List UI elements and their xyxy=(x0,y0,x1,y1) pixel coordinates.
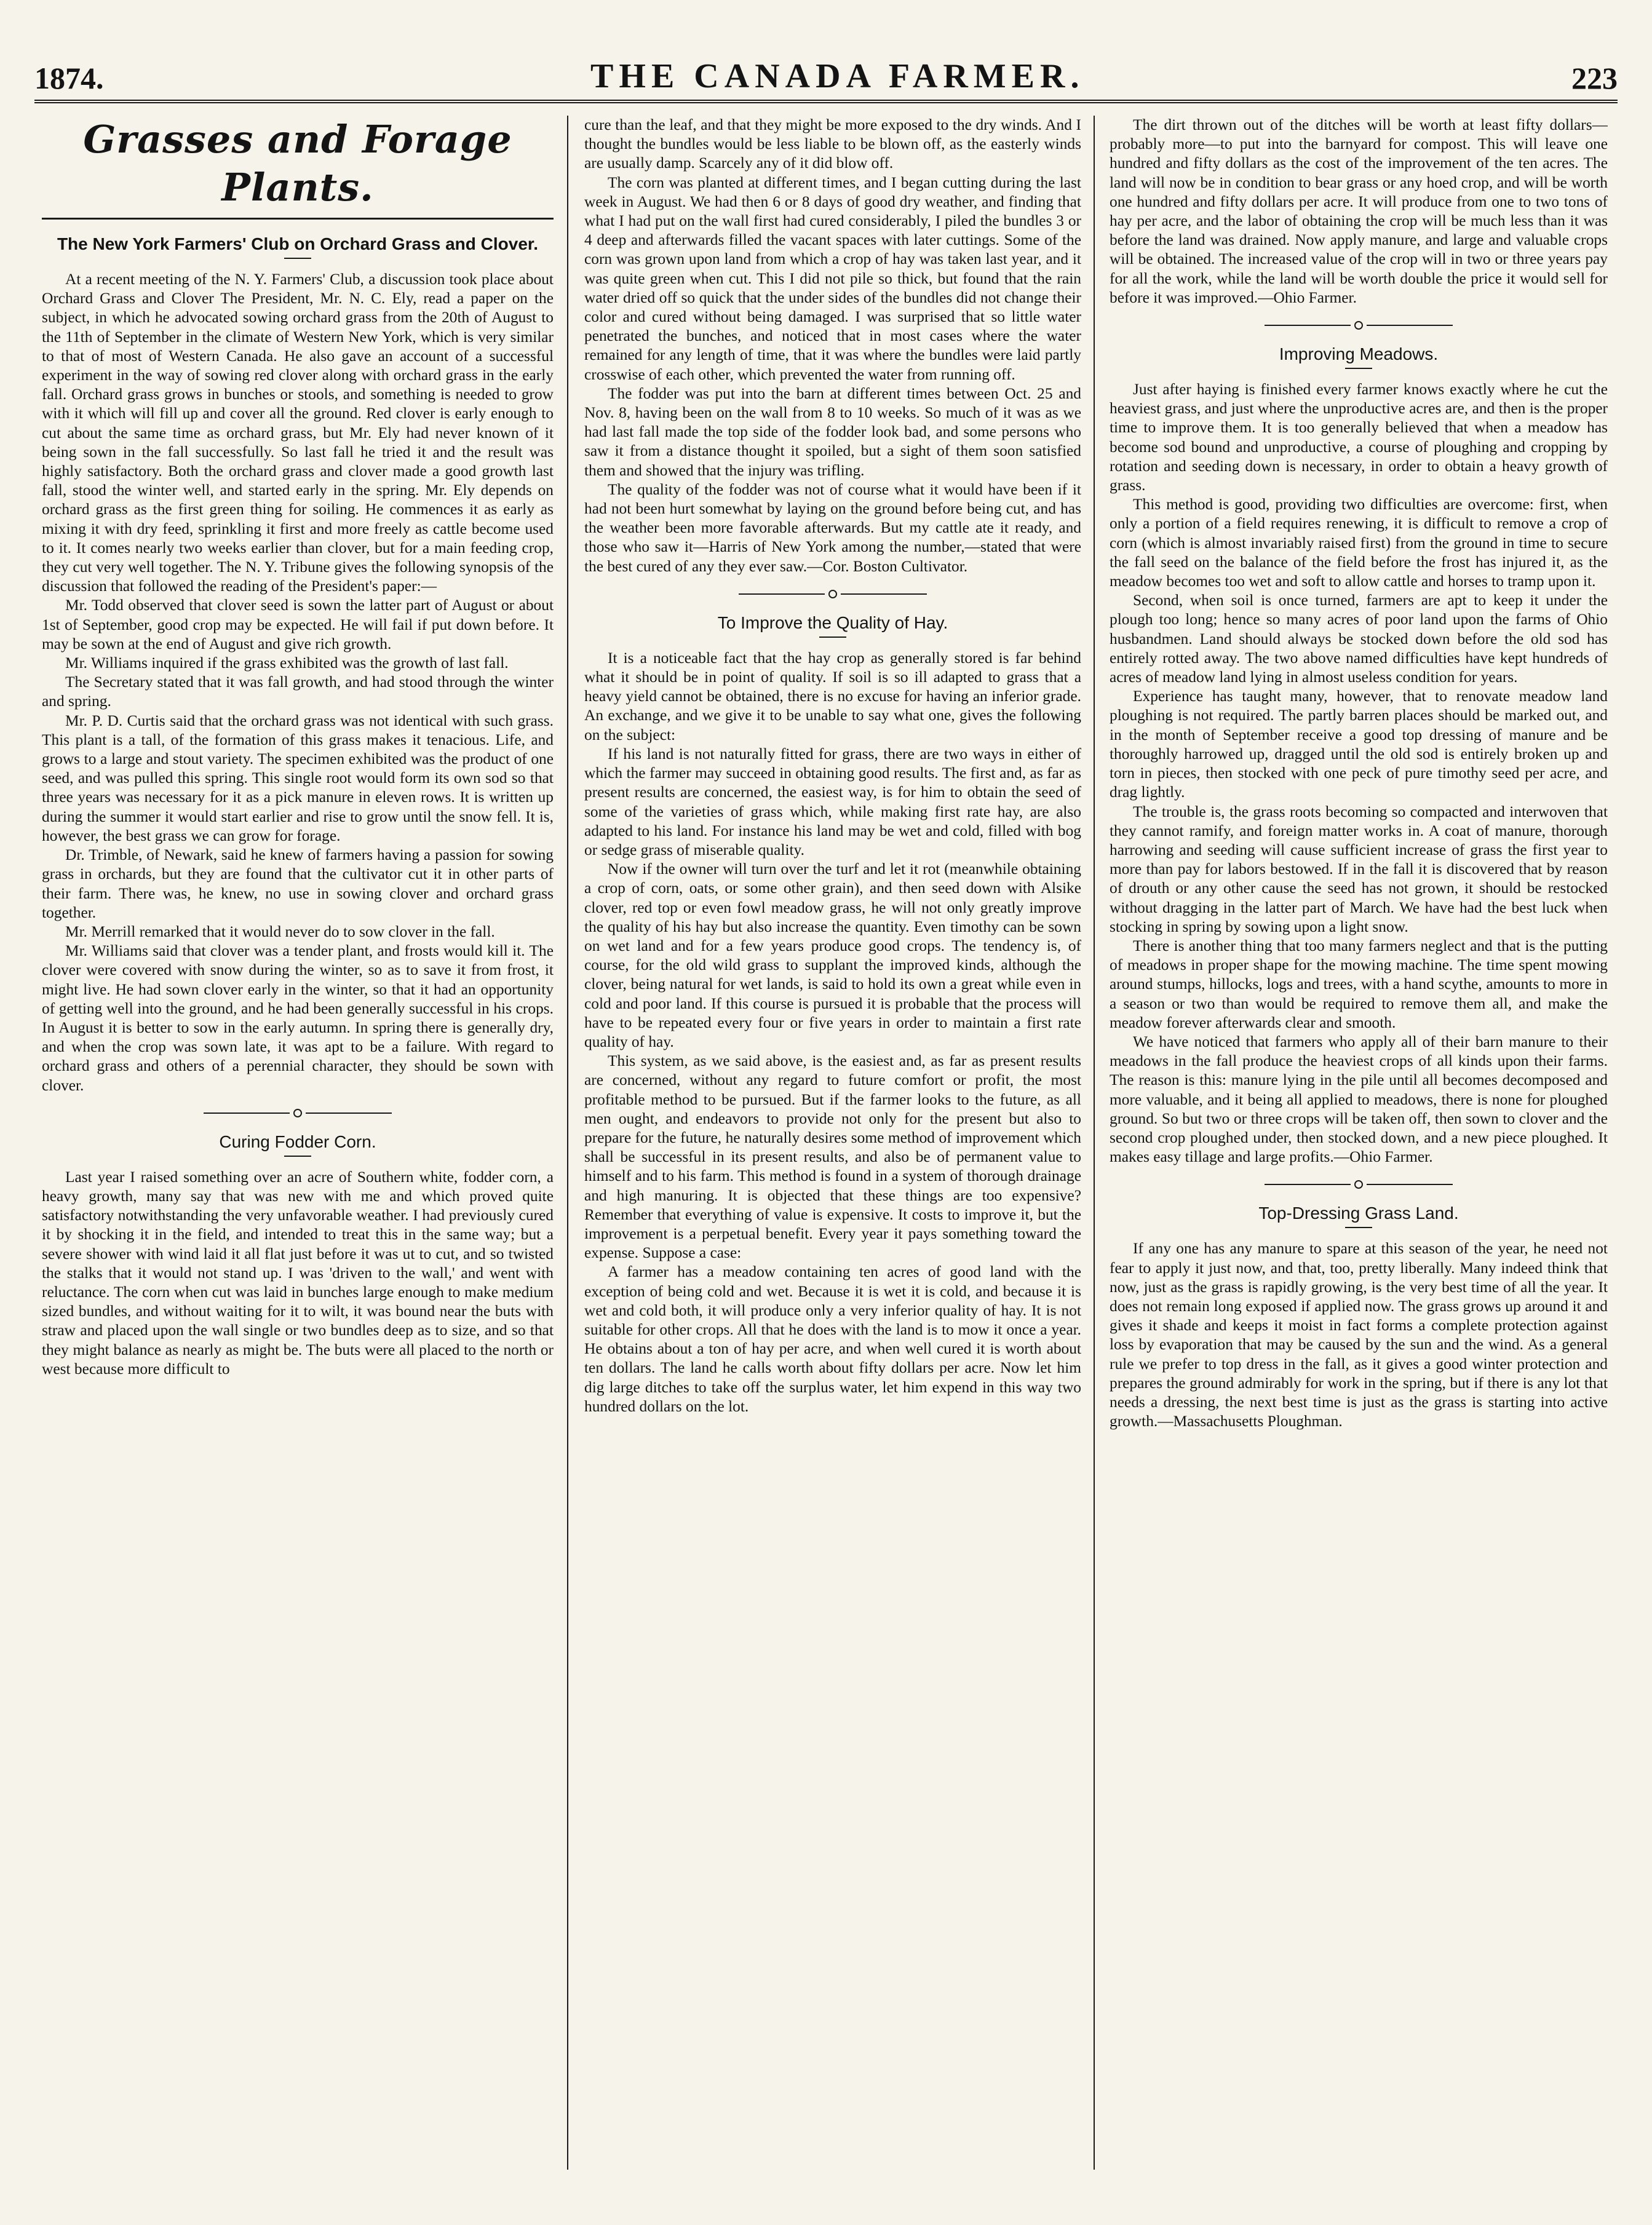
article-paragraph: Mr. P. D. Curtis said that the orchard grass was not identical with such grass. This plant is a tall, of the formation of this grass makes it tenacious. Life, and grows to a large and stout variety. The specimen exhibited was the product of one seed, and was pulled this spring. This single root would form its own sod so that three years was necessary for it as a pick manure in eleven rows. It is written up during the summer it would start earlier and rise to grow until the snow fell. It is, however, the best grass we can grow for forage. xyxy=(42,712,554,844)
column-rule xyxy=(567,116,568,2170)
article-paragraph: The corn was planted at different times, and I began cutting during the last week in August. We had then 6 or 8 days of good dry weather, and finding that what I had put on the wall first had cured considerably, I piled the bundles 3 or 4 deep and afterwards filled the vacant spaces with later cuttings. Some of the corn was grown upon land from which a crop of hay was taken last year, and it was quite green when cut. This I did not pile so thick, but found that the rain water dried off so quick that the under sides of the bundles did not change their color and cured without being damaged. I was surprised that so little water penetrated the bunches, and noticed that in most cases where the water remained for any length of time, that it was where the bundles were laid partly crosswise of each other, which prevented the water from running off. xyxy=(584,173,1081,383)
article-paragraph: We have noticed that farmers who apply all of their barn manure to their meadows in the fall produce the heaviest crops of all kinds upon their farms. The reason is this: manure lying in the pile until all becomes decomposed and more valuable, and it being all applied to meadows, there is none for ploughed ground. So but two or three crops will be taken off, then sown to clover and the second crop ploughed under, then stocked down, and a new piece ploughed. It makes easy tillage and large profits.—Ohio Farmer. xyxy=(1110,1033,1608,1166)
article-paragraph: The Secretary stated that it was fall growth, and had stood through the winter and spring. xyxy=(42,673,554,710)
article-paragraph: At a recent meeting of the N. Y. Farmers' Club, a discussion took place about Orchard Grass and Clover The President, Mr. N. C. Ely, read a paper on the subject, in which he advocated sowing orchard grass from the 20th of August to the 11th of September in the climate of Western New York, which is very similar to that of most of Western Canada. He also gave an account of a successful experiment in the way of sowing red clover along with orchard grass in the early fall. Orchard grass grows in bunches or stools, and something is needed to grow with it which will fill up and cover all the ground. Red clover is early enough to cut about the same time as orchard grass, but Mr. Ely had never known of it being sown in the fall successfully. So last fall he tried it and the result was highly satisfactory. Both the orchard grass and clover made a good growth last fall, stood the winter well, and started early in the spring. Mr. Ely depends on orchard grass as the first green thing for soiling. He commences it as early as mixing it with dry feed, sprinkling it first and more freely as cattle become used to it. It comes nearly two weeks earlier than clover, but for a main feeding crop, they cut very well together. The N. Y. Tribune gives the following synopsis of the discussion that followed the reading of the President's paper:— xyxy=(42,271,554,595)
article-paragraph: Experience has taught many, however, that to renovate meadow land ploughing is not required. The partly barren places should be marked out, and in the month of September receive a good top dressing of manure and be thoroughly harrowed up, dragged until the old sod is entirely broken up and torn in pieces, then stocked with one peck of pure timothy seed per acre, and drag lightly. xyxy=(1110,688,1608,801)
article-paragraph: Mr. Williams said that clover was a tender plant, and frosts would kill it. The clover were covered with snow during the winter, so as to save it from frost, it might live. He had sown clover early in the winter, so that it had an opportunity of getting well into the ground, and he had been generally successful in his crops. In August it is better to sow in the early autumn. In spring there is generally dry, and when the crop was sown late, it was apt to be a failure. With regard to orchard grass and others of a perennial character, they should be sown with clover. xyxy=(42,942,554,1094)
article-paragraph: The quality of the fodder was not of course what it would have been if it had not been hurt somewhat by laying on the ground before being cut, and has the weather been more favorable afterwards. But my cattle ate it ready, and those who saw it—Harris of New York among the number,—stated that were the best cured of any they ever saw.—Cor. Boston Cultivator. xyxy=(584,480,1081,575)
article-title: The New York Farmers' Club on Orchard Grass and Clover. xyxy=(57,234,539,253)
article-paragraph: If any one has any manure to spare at this season of the year, he need not fear to apply it just now, and that, too, pretty liberally. Many indeed think that now, just as the grass is rapidly growing, is the very best time of all the year. It does not remain long exposed if applied now. The grass grows up around it and gives it shade and keeps it moist in fact forms a complete protection against loss by evaporation that may be caused by the sun and the wind. As a general rule we prefer to top dress in the fall, as it gives a good winter protection and prepares the ground admirably for work in the spring, but if there is any lot that needs a dressing, the next best time is just as the grass is starting into active growth.—Massachusetts Ploughman. xyxy=(1110,1240,1608,1430)
title-underline xyxy=(1345,368,1372,369)
article-paragraph: Mr. Todd observed that clover seed is sown the latter part of August or about 1st of September, good crop may be expected. He will fail if put down before. It may be sown at the end of August and give rich growth. xyxy=(42,597,554,652)
article-paragraph: The trouble is, the grass roots becoming so compacted and interwoven that they cannot ramify, and foreign matter works in. A coat of manure, thorough harrowing and seeding will cause sufficient increase of grass the first year to more than pay for labors bestowed. If in the fall it is discovered that by reason of drouth or any other cause the seed has not grown, it should be restocked without dragging in the latter part of March. We have had the best luck when stocking in spring by sowing upon a light snow. xyxy=(1110,803,1608,935)
article-divider xyxy=(42,1109,554,1117)
article-paragraph: It is a noticeable fact that the hay crop as generally stored is far behind what it should be in point of quality. If soil is so ill adapted to grass that a heavy yield cannot be obtained, there is no excuse for having an inferior grade. An exchange, and we give it to be unable to say what one, gives the following on the subject: xyxy=(584,649,1081,744)
article-paragraph: The fodder was put into the barn at different times between Oct. 25 and Nov. 8, having been on the wall from 8 to 10 weeks. So much of it was as we had last fall made the top side of the fodder look bad, and some persons who saw it from a distance thought it spoiled, but a sight of them soon satisfied them and showed that the injury was trifling. xyxy=(584,384,1081,479)
column-2 xyxy=(584,116,1081,2170)
masthead-title: THE CANADA FARMER. xyxy=(590,57,1085,95)
article-paragraph: Mr. Williams inquired if the grass exhibited was the growth of last fall. xyxy=(65,654,509,672)
article-paragraph: This method is good, providing two difficulties are overcome: first, when only a portion of a field requires renewing, it is difficult to remove a crop of corn (which is almost invariably raised first) from the ground in time to secure the fall seed on the balance of the field before the frost has injured it, as the meadow becomes too wet and soft to allow cattle and horses to tramp upon it. xyxy=(1110,496,1608,590)
article-divider xyxy=(1110,1180,1608,1189)
column-1 xyxy=(42,116,554,2170)
title-underline xyxy=(284,1156,311,1157)
article-paragraph: Last year I raised something over an acre of Southern white, fodder corn, a heavy growth, many say that was new with me and which proved quite satisfactory notwithstanding the very unfavorable weather. I had previously cured it by shocking it in the field, and intended to treat this in the same way; but a severe shower with wind laid it all flat just before it was ut to cut, and so twisted the stalks that it would not stand up. I was 'driven to the wall,' and went with reluctance. The corn when cut was laid in bunches large enough to make medium sized bundles, and without waiting for it to wilt, it was bound near the buts with straw and placed upon the wall single or two bundles deep as to size, and so that they might balance as nearly as might be. The buts were all placed to the north or west because more difficult to xyxy=(42,1168,554,1378)
article-divider xyxy=(1110,321,1608,330)
article-paragraph: If his land is not naturally fitted for grass, there are two ways in either of which the farmer may succeed in obtaining good results. The first and, as far as present results are concerned, the easiest way, is for him to obtain the seed of some of the varieties of grass which, while making first rate hay, are also adapted to his land. For instance his land may be wet and cold, filled with bog or sedge grass of miserable quality. xyxy=(584,745,1081,859)
article-paragraph: A farmer has a meadow containing ten acres of good land with the exception of being cold and wet. Because it is wet it is cold, and because it is wet and cold both, it will produce only a very inferior quality of hay. It is not suitable for other crops. All that he does with the land is to mow it once a year. He obtains about a ton of hay per acre, and when well cured it is worth about ten dollars. The land he calls worth about fifty dollars per acre. Now let him dig large ditches to take off the surplus water, let him expend in this way two hundred dollars on the lot. xyxy=(584,1263,1081,1415)
article-divider xyxy=(584,590,1081,598)
section-title: Grasses and Forage Plants. xyxy=(42,116,554,220)
article-paragraph: There is another thing that too many farmers neglect and that is the putting of meadows in proper shape for the mowing machine. The time spent mowing around stumps, hillocks, logs and trees, with a hand scythe, amounts to more in a season or two than would be required to remove them all, and make the meadow forever afterwards clear and smooth. xyxy=(1110,937,1608,1031)
article-paragraph: The dirt thrown out of the ditches will be worth at least fifty dollars—probably more—to put into the barnyard for compost. This will leave one hundred and fifty dollars as the cost of the improvement of the ten acres. The land will now be in condition to bear grass or any hoed crop, and will be worth one hundred and fifty dollars per acre. It will produce from one to two tons of hay per acre, and the labor of obtaining the crop will be much less than it was before the land was drained. Now apply manure, and large and valuable crops will be obtained. The increased value of the crop will in two or three years pay for all the work, while the land will be worth double the price it would sell for before it was improved.—Ohio Farmer. xyxy=(1110,116,1608,306)
article-title: Top-Dressing Grass Land. xyxy=(1258,1204,1459,1223)
article-title: Curing Fodder Corn. xyxy=(219,1132,376,1151)
page-number: 223 xyxy=(1571,61,1618,95)
article-paragraph: Dr. Trimble, of Newark, said he knew of farmers having a passion for sowing grass in orchards, but they are found that the cultivator cut it in other parts of their farm. There was, he knew, no use in sowing clover and orchard grass together. xyxy=(42,846,554,921)
title-underline xyxy=(1345,1227,1372,1228)
title-underline xyxy=(284,258,311,259)
masthead-year: 1874. xyxy=(34,61,104,95)
article-paragraph: This system, as we said above, is the easiest and, as far as present results are concerned, without any regard to future comfort or profit, the most profitable method to be pursued. But if the farmer looks to the future, as all men ought, and endeavors to provide not only for the present but also to prepare for the future, he naturally desires some method of improvement which shall be successful in its present results, and also be of permanent value to himself and to his farm. This method is found in a system of thorough drainage and high manuring. It is objected that these things are too expensive? Remember that everything of value is expensive. It costs to improve it, but the improvement is a perpetual benefit. Every year it pays something toward the expense. Suppose a case: xyxy=(584,1052,1081,1262)
article-title: Improving Meadows. xyxy=(1279,344,1439,364)
title-underline xyxy=(819,637,846,638)
article-title: To Improve the Quality of Hay. xyxy=(717,613,948,632)
article-paragraph: cure than the leaf, and that they might be more exposed to the dry winds. And I thought the bundles would be less liable to be blown off, as the easterly winds are usually damp. Scarcely any of it did blow off. xyxy=(584,116,1081,172)
article-paragraph: Just after haying is finished every farmer knows exactly where he cut the heaviest grass, and just where the unproductive acres are, and then is the proper time to improve them. It is too generally believed that when a meadow has become sod bound and unproductive, a course of ploughing and cropping by rotation and seeding down is necessary, in order to obtain a heavy growth of grass. xyxy=(1110,381,1608,494)
column-3 xyxy=(1110,116,1608,2170)
column-rule xyxy=(1094,116,1095,2170)
masthead xyxy=(34,53,1618,103)
article-paragraph: Mr. Merrill remarked that it would never do to sow clover in the fall. xyxy=(65,922,495,940)
article-paragraph: Now if the owner will turn over the turf and let it rot (meanwhile obtaining a crop of corn, oats, or some other grain), and then seed down with Alsike clover, red top or even fowl meadow grass, he will not only greatly improve the quality of his hay but also increase the quantity. Even timothy can be sown on wet land and for a few years produce good crops. The tendency is, of course, for the old wild grass to supplant the improved kinds, although the clover, being natural for wet lands, is said to hold its own a great while even in cold and poor land. If this course is pursued it is probable that the process will have to be repeated every four or five years in order to maintain a first rate quality of hay. xyxy=(584,860,1081,1050)
article-paragraph: Second, when soil is once turned, farmers are apt to keep it under the plough too long; hence so many acres of poor land upon the farms of Ohio husbandmen. Land should always be stocked down before the old sod has entirely rotted away. The two above named difficulties have kept hundreds of acres of meadow land lying in almost useless condition for years. xyxy=(1110,592,1608,686)
